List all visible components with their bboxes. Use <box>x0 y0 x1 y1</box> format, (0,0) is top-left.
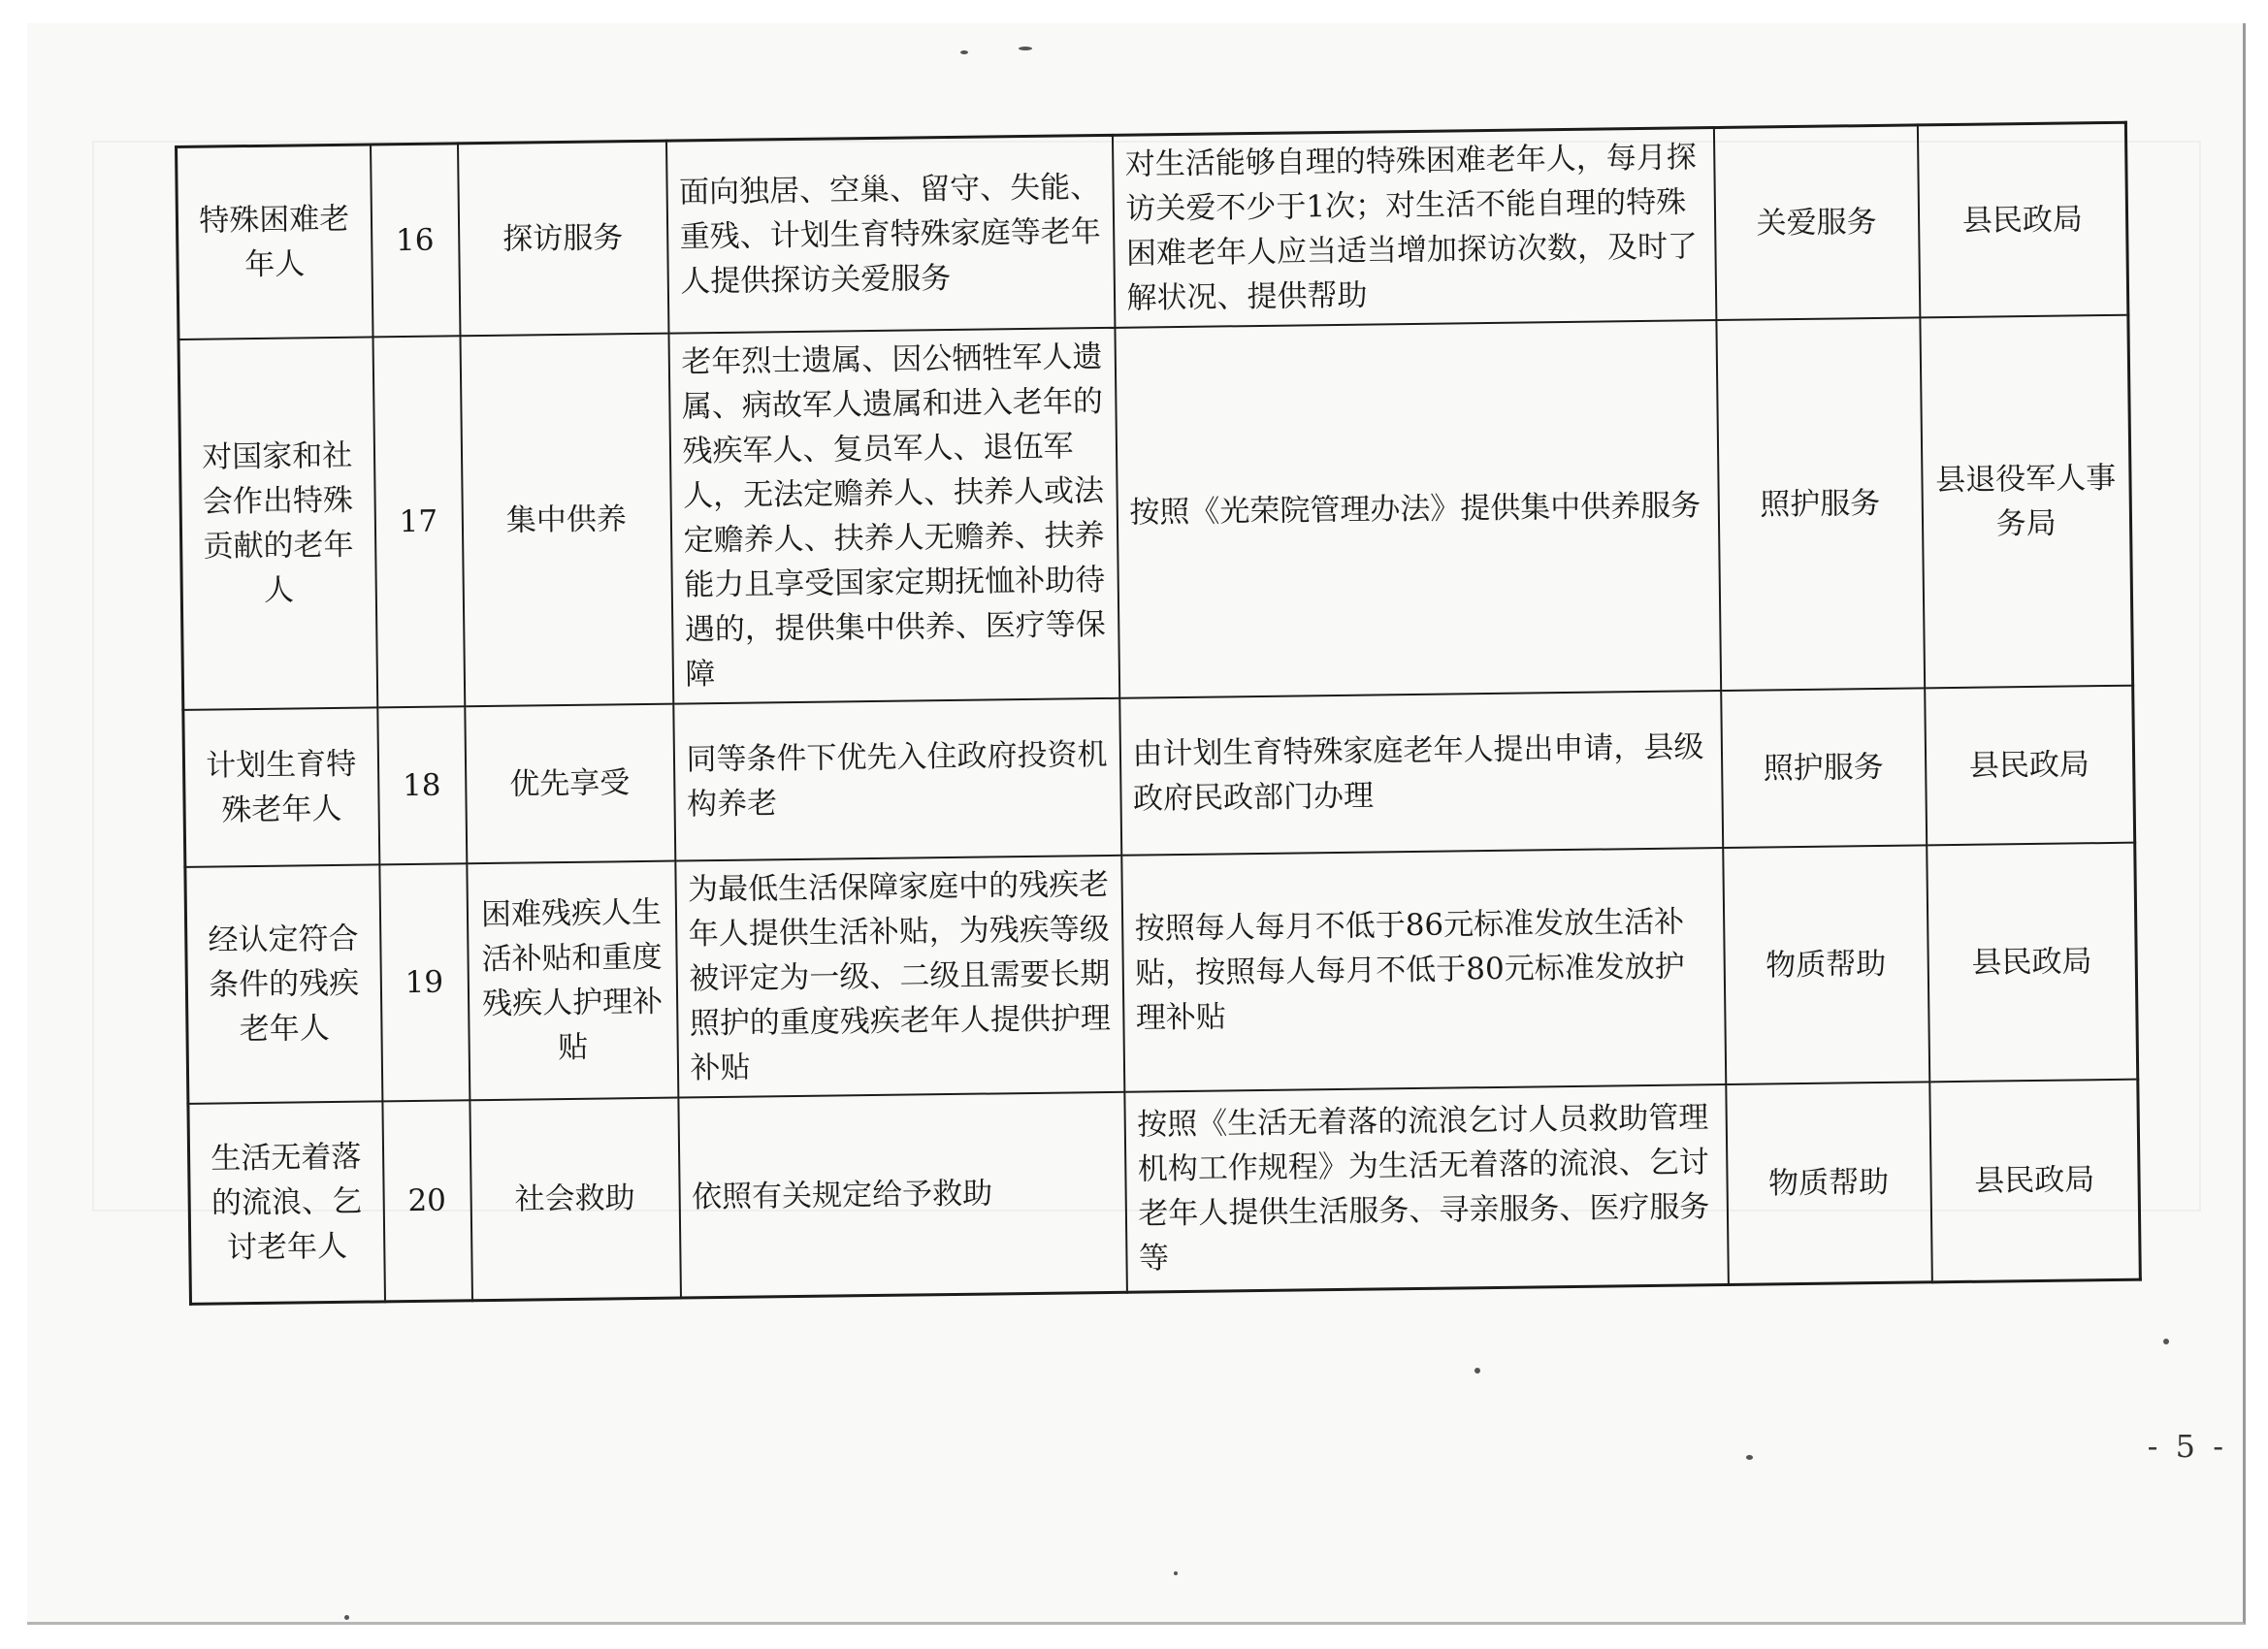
service-standard: 按照《光荣院管理办法》提供集中供养服务 <box>1115 320 1721 698</box>
service-content: 为最低生活保障家庭中的残疾老年人提供生活补贴，为残疾等级被评定为一级、二级且需要长期照护的重度残疾老年人提供护理补贴 <box>675 856 1124 1098</box>
item-number: 17 <box>373 336 465 707</box>
service-type: 物质帮助 <box>1726 1082 1932 1284</box>
service-content: 同等条件下优先入住政府投资机构养老 <box>673 698 1121 861</box>
service-target: 特殊困难老年人 <box>177 145 373 340</box>
scan-speck <box>344 1615 349 1620</box>
item-number: 19 <box>379 863 470 1101</box>
service-type: 照护服务 <box>1721 688 1927 848</box>
service-name: 困难残疾人生活补贴和重度残疾人护理补贴 <box>467 861 678 1101</box>
item-number: 20 <box>382 1100 472 1302</box>
service-standard: 按照《生活无着落的流浪乞讨人员救助管理机构工作规程》为生活无着落的流浪、乞讨老年人提供生活服务、寻亲服务、医疗服务等 <box>1124 1084 1729 1292</box>
service-type: 物质帮助 <box>1723 845 1929 1084</box>
service-target: 经认定符合条件的残疾老年人 <box>185 864 382 1103</box>
scan-speck <box>1174 1571 1178 1575</box>
service-content: 面向独居、空巢、留守、失能、重残、计划生育特殊家庭等老年人提供探访关爱服务 <box>665 135 1114 333</box>
service-standard: 按照每人每月不低于86元标准发放生活补贴，按照每人每月不低于80元标准发放护理补贴 <box>1121 848 1726 1092</box>
table-row <box>183 686 2135 867</box>
table-row <box>185 843 2138 1104</box>
service-type: 关爱服务 <box>1713 125 1919 320</box>
responsible-department: 县民政局 <box>1927 843 2138 1083</box>
scan-speck <box>1019 47 1032 50</box>
responsible-department: 县民政局 <box>1917 122 2127 317</box>
service-target: 生活无着落的流浪、乞讨老年人 <box>188 1101 385 1304</box>
responsible-department: 县退役军人事务局 <box>1920 315 2133 689</box>
service-name: 集中供养 <box>460 334 673 707</box>
service-target: 计划生育特殊老年人 <box>183 707 379 867</box>
table-row <box>177 122 2128 340</box>
service-content: 依照有关规定给予救助 <box>678 1092 1127 1298</box>
scan-speck <box>2163 1339 2169 1344</box>
table-row <box>178 315 2133 710</box>
page-number: - 5 - <box>2147 1428 2227 1465</box>
service-name: 优先享受 <box>465 704 675 864</box>
item-number: 18 <box>377 706 467 864</box>
service-name: 探访服务 <box>457 141 667 336</box>
service-standard: 对生活能够自理的特殊困难老年人，每月探访关爱不少于1次；对生活不能自理的特殊困难老年人应当适当增加探访次数，及时了解状况、提供帮助 <box>1112 128 1715 328</box>
scan-speck <box>1746 1455 1753 1460</box>
service-content: 老年烈士遗属、因公牺牲军人遗属、病故军人遗属和进入老年的残疾军人、复员军人、退伍军人，无法定赡养人、扶养人或法定赡养人、扶养人无赡养、扶养能力且享受国家定期抚恤补助待遇的，提供集中供养、医疗等保障 <box>668 328 1119 704</box>
scan-speck <box>960 50 968 54</box>
scan-speck <box>1474 1368 1480 1374</box>
responsible-department: 县民政局 <box>1925 686 2135 846</box>
service-type: 照护服务 <box>1716 317 1925 691</box>
item-number: 16 <box>371 144 460 338</box>
table-row <box>188 1080 2140 1305</box>
service-target: 对国家和社会作出特殊贡献的老年人 <box>178 337 377 709</box>
elderly-services-table <box>175 121 2142 1306</box>
service-name: 社会救助 <box>470 1098 681 1301</box>
responsible-department: 县民政局 <box>1929 1080 2141 1282</box>
service-standard: 由计划生育特殊家庭老年人提出申请，县级政府民政部门办理 <box>1119 691 1723 856</box>
document-sheet <box>175 121 2139 1306</box>
